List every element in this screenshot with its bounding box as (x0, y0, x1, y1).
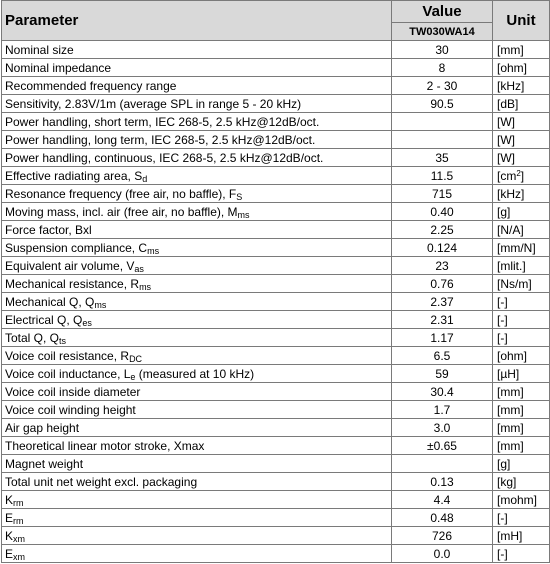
parameter-label: Equivalent air volume, V (5, 258, 135, 273)
value-cell: 0.0 (392, 545, 493, 563)
unit-cell (493, 311, 550, 329)
unit-cell (493, 437, 550, 455)
parameter-label: Voice coil resistance, R (5, 348, 130, 363)
parameter-label: Recommended frequency range (5, 78, 177, 93)
unit-label: [-] (497, 312, 508, 327)
parameter-cell (2, 185, 392, 203)
table-row (2, 59, 550, 77)
unit-cell (493, 95, 550, 113)
value-cell: 6.5 (392, 347, 493, 365)
unit-label: [kg] (497, 474, 517, 489)
parameter-cell (2, 347, 392, 365)
unit-cell (493, 77, 550, 95)
parameter-subscript: as (134, 263, 144, 274)
unit-cell (493, 185, 550, 203)
parameter-cell (2, 365, 392, 383)
parameter-label: Total unit net weight excl. packaging (5, 474, 198, 489)
unit-cell (493, 275, 550, 293)
parameter-cell (2, 275, 392, 293)
unit-label: [g] (497, 456, 511, 471)
parameter-label: Total Q, Q (5, 330, 60, 345)
value-cell: 23 (392, 257, 493, 275)
table-row (2, 365, 550, 383)
unit-label: [-] (497, 294, 508, 309)
parameter-cell (2, 113, 392, 131)
parameter-label: Power handling, long term, IEC 268-5, 2.5 kHz@12dB/oct. (5, 132, 316, 147)
parameter-suffix: (measured at 10 kHz) (135, 366, 255, 381)
unit-label: [µH] (497, 366, 520, 381)
unit-label: [W] (497, 132, 515, 147)
table-row (2, 113, 550, 131)
value-cell: 1.7 (392, 401, 493, 419)
parameter-label: Voice coil inductance, L (5, 366, 131, 381)
unit-superscript: 2 (516, 168, 521, 178)
parameter-label: Theoretical linear motor stroke, Xmax (5, 438, 205, 453)
table-row (2, 41, 550, 59)
parameter-cell (2, 545, 392, 563)
table-row (2, 131, 550, 149)
unit-cell (493, 419, 550, 437)
table-row (2, 293, 550, 311)
unit-label: [mm] (497, 402, 524, 417)
value-cell: 0.76 (392, 275, 493, 293)
parameter-cell (2, 167, 392, 185)
unit-label: [kHz] (497, 78, 525, 93)
parameter-label: Nominal size (5, 42, 74, 57)
parameter-label: Effective radiating area, S (5, 168, 143, 183)
unit-label: [mH] (497, 528, 523, 543)
parameter-subscript: ms (147, 245, 160, 256)
parameter-label: K (5, 528, 14, 543)
table-row (2, 185, 550, 203)
parameter-label: Moving mass, incl. air (free air, no baffle), M (5, 204, 238, 219)
unit-label: [mm/N] (497, 240, 536, 255)
parameter-label: E (5, 546, 14, 561)
parameter-subscript: ms (94, 299, 107, 310)
unit-label: [kHz] (497, 186, 525, 201)
value-cell: 59 (392, 365, 493, 383)
value-cell (392, 113, 493, 131)
table-row (2, 149, 550, 167)
value-cell: 90.5 (392, 95, 493, 113)
unit-label: [cm (497, 168, 517, 183)
value-cell: 0.40 (392, 203, 493, 221)
table-row (2, 221, 550, 239)
parameter-cell (2, 383, 392, 401)
parameter-cell (2, 293, 392, 311)
value-cell: 726 (392, 527, 493, 545)
unit-label: [-] (497, 510, 508, 525)
value-cell: 2.31 (392, 311, 493, 329)
value-cell: 715 (392, 185, 493, 203)
unit-label: [mm] (497, 384, 524, 399)
value-cell (392, 131, 493, 149)
parameter-subscript: ts (59, 335, 67, 346)
parameter-subscript: rm (13, 515, 24, 526)
table-row (2, 473, 550, 491)
table-row (2, 329, 550, 347)
value-cell: 2.25 (392, 221, 493, 239)
parameter-subscript: xm (13, 533, 26, 544)
unit-cell (493, 491, 550, 509)
parameter-cell (2, 527, 392, 545)
parameter-cell (2, 95, 392, 113)
parameter-label: Power handling, continuous, IEC 268-5, 2.5 kHz@12dB/oct. (5, 150, 324, 165)
parameter-cell (2, 221, 392, 239)
unit-cell (493, 527, 550, 545)
header-row (2, 1, 550, 23)
unit-label: [mohm] (497, 492, 538, 507)
table-row (2, 203, 550, 221)
unit-label: [mm] (497, 42, 524, 57)
value-cell: 0.124 (392, 239, 493, 257)
value-cell: 35 (392, 149, 493, 167)
parameter-label: Power handling, short term, IEC 268-5, 2.5 kHz@12dB/oct. (5, 114, 320, 129)
unit-label: [W] (497, 150, 515, 165)
unit-cell (493, 41, 550, 59)
parameter-label: Voice coil winding height (5, 402, 136, 417)
unit-cell (493, 203, 550, 221)
unit-cell (493, 149, 550, 167)
table-row (2, 419, 550, 437)
parameter-subscript: rm (13, 497, 24, 508)
unit-label: [N/A] (497, 222, 524, 237)
unit-cell (493, 131, 550, 149)
unit-label: [-] (497, 330, 508, 345)
parameter-subscript: ms (139, 281, 152, 292)
parameter-subscript: ms (237, 209, 250, 220)
unit-cell (493, 221, 550, 239)
value-cell: 2 - 30 (392, 77, 493, 95)
value-cell: 0.13 (392, 473, 493, 491)
table-row (2, 545, 550, 563)
value-cell (392, 455, 493, 473)
parameter-subscript: S (236, 191, 243, 202)
specifications-body (2, 41, 550, 563)
parameter-cell (2, 491, 392, 509)
unit-header: Unit (493, 1, 550, 41)
parameter-cell (2, 59, 392, 77)
parameter-subscript: DC (129, 353, 143, 364)
table-row (2, 527, 550, 545)
unit-label: [mm] (497, 438, 524, 453)
table-row (2, 167, 550, 185)
table-row (2, 239, 550, 257)
unit-label: [mlit.] (497, 258, 526, 273)
parameter-label: Voice coil inside diameter (5, 384, 141, 399)
parameter-label: Mechanical Q, Q (5, 294, 95, 309)
parameter-label: Force factor, Bxl (5, 222, 92, 237)
parameter-label: Sensitivity, 2.83V/1m (average SPL in range 5 - 20 kHz) (5, 96, 302, 111)
parameter-cell (2, 77, 392, 95)
specifications-table (1, 0, 550, 563)
unit-cell (493, 509, 550, 527)
unit-label: [dB] (497, 96, 519, 111)
unit-cell (493, 293, 550, 311)
unit-cell (493, 365, 550, 383)
unit-cell (493, 383, 550, 401)
unit-label: [g] (497, 204, 511, 219)
unit-cell (493, 167, 550, 185)
unit-label: [Ns/m] (497, 276, 532, 291)
unit-cell (493, 455, 550, 473)
parameter-cell (2, 203, 392, 221)
table-row (2, 347, 550, 365)
value-cell: ±0.65 (392, 437, 493, 455)
value-cell: 0.48 (392, 509, 493, 527)
value-cell: 3.0 (392, 419, 493, 437)
unit-cell (493, 257, 550, 275)
table-row (2, 311, 550, 329)
unit-cell (493, 113, 550, 131)
unit-cell (493, 329, 550, 347)
parameter-cell (2, 41, 392, 59)
unit-cell (493, 347, 550, 365)
parameter-label: Electrical Q, Q (5, 312, 83, 327)
parameter-subscript: d (142, 173, 148, 184)
value-cell: 4.4 (392, 491, 493, 509)
parameter-cell (2, 401, 392, 419)
unit-suffix: ] (520, 168, 525, 183)
value-cell: 8 (392, 59, 493, 77)
value-cell: 30.4 (392, 383, 493, 401)
parameter-cell (2, 419, 392, 437)
parameter-cell (2, 329, 392, 347)
table-row (2, 257, 550, 275)
parameter-cell (2, 509, 392, 527)
parameter-cell (2, 131, 392, 149)
table-row (2, 401, 550, 419)
table-row (2, 509, 550, 527)
unit-cell (493, 473, 550, 491)
parameter-cell (2, 257, 392, 275)
parameter-subscript: e (130, 371, 136, 382)
parameter-cell (2, 149, 392, 167)
unit-cell (493, 59, 550, 77)
table-row (2, 95, 550, 113)
parameter-header: Parameter (2, 1, 392, 41)
table-row (2, 455, 550, 473)
value-cell: 1.17 (392, 329, 493, 347)
parameter-cell (2, 437, 392, 455)
unit-label: [mm] (497, 420, 524, 435)
parameter-cell (2, 239, 392, 257)
parameter-subscript: xm (13, 551, 26, 562)
parameter-label: Air gap height (5, 420, 80, 435)
parameter-label: Suspension compliance, C (5, 240, 148, 255)
parameter-label: Nominal impedance (5, 60, 112, 75)
parameter-label: K (5, 492, 14, 507)
unit-cell (493, 545, 550, 563)
value-cell: 2.37 (392, 293, 493, 311)
parameter-cell (2, 311, 392, 329)
unit-label: [ohm] (497, 348, 528, 363)
parameter-subscript: es (82, 317, 92, 328)
table-row (2, 383, 550, 401)
table-row (2, 77, 550, 95)
value-cell: 11.5 (392, 167, 493, 185)
parameter-label: Magnet weight (5, 456, 84, 471)
table-row (2, 437, 550, 455)
value-cell: 30 (392, 41, 493, 59)
parameter-cell (2, 473, 392, 491)
unit-label: [-] (497, 546, 508, 561)
model-header: TW030WA14 (392, 23, 493, 41)
unit-label: [W] (497, 114, 515, 129)
unit-cell (493, 401, 550, 419)
parameter-label: Mechanical resistance, R (5, 276, 140, 291)
unit-cell (493, 239, 550, 257)
value-header: Value (392, 1, 493, 23)
table-row (2, 491, 550, 509)
parameter-label: E (5, 510, 14, 525)
table-row (2, 275, 550, 293)
parameter-label: Resonance frequency (free air, no baffle), F (5, 186, 237, 201)
unit-label: [ohm] (497, 60, 528, 75)
parameter-cell (2, 455, 392, 473)
